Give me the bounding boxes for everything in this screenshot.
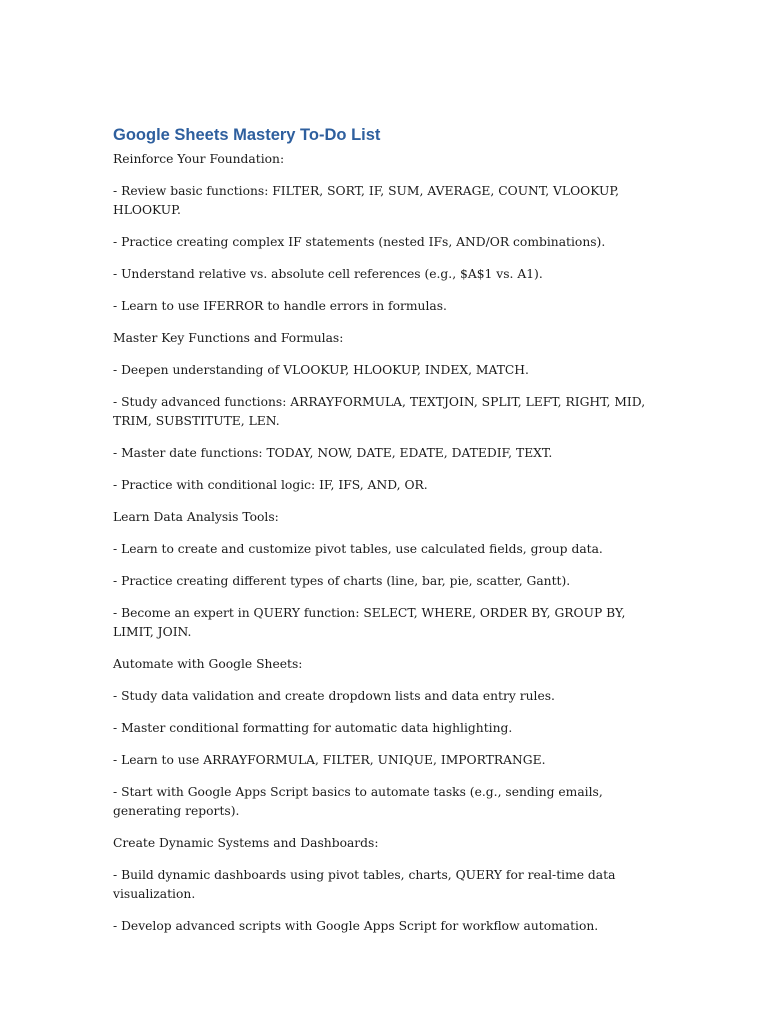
document-page: [113, 124, 653, 949]
section-heading: Reinforce Your Foundation:: [113, 152, 285, 166]
list-item: - Practice creating complex IF statements (nested IFs, AND/OR combinations).: [113, 235, 606, 249]
list-item: - Master date functions: TODAY, NOW, DATE, EDATE, DATEDIF, TEXT.: [113, 446, 553, 460]
list-item: - Develop advanced scripts with Google Apps Script for workflow automation.: [113, 919, 599, 933]
document-title: Google Sheets Mastery To-Do List: [113, 126, 381, 144]
section-heading: Automate with Google Sheets:: [113, 657, 303, 671]
section-heading: Create Dynamic Systems and Dashboards:: [113, 836, 379, 850]
list-item: - Learn to create and customize pivot tables, use calculated fields, group data.: [113, 542, 603, 556]
list-item: - Start with Google Apps Script basics to automate tasks (e.g., sending emails, generating reports).: [113, 785, 603, 818]
list-item: - Review basic functions: FILTER, SORT, IF, SUM, AVERAGE, COUNT, VLOOKUP, HLOOKUP.: [113, 184, 620, 217]
list-item: - Become an expert in QUERY function: SELECT, WHERE, ORDER BY, GROUP BY, LIMIT, JOIN.: [113, 606, 626, 639]
section-data-analysis: [113, 508, 653, 642]
section-dashboards: [113, 834, 653, 936]
list-item: - Practice creating different types of charts (line, bar, pie, scatter, Gantt).: [113, 574, 571, 588]
section-foundation: [113, 150, 653, 316]
list-item: - Learn to use IFERROR to handle errors in formulas.: [113, 299, 447, 313]
list-item: - Learn to use ARRAYFORMULA, FILTER, UNIQUE, IMPORTRANGE.: [113, 753, 546, 767]
section-automate: [113, 655, 653, 821]
section-key-functions: [113, 329, 653, 495]
list-item: - Master conditional formatting for automatic data highlighting.: [113, 721, 513, 735]
list-item: - Study data validation and create dropdown lists and data entry rules.: [113, 689, 555, 703]
list-item: - Study advanced functions: ARRAYFORMULA, TEXTJOIN, SPLIT, LEFT, RIGHT, MID, TRIM, SUBSTITUTE, LEN.: [113, 395, 646, 428]
list-item: - Build dynamic dashboards using pivot tables, charts, QUERY for real-time data visualization.: [113, 868, 616, 901]
list-item: - Understand relative vs. absolute cell references (e.g., $A$1 vs. A1).: [113, 267, 543, 281]
list-item: - Practice with conditional logic: IF, IFS, AND, OR.: [113, 478, 428, 492]
section-heading: Learn Data Analysis Tools:: [113, 510, 279, 524]
section-heading: Master Key Functions and Formulas:: [113, 331, 344, 345]
list-item: - Deepen understanding of VLOOKUP, HLOOKUP, INDEX, MATCH.: [113, 363, 529, 377]
